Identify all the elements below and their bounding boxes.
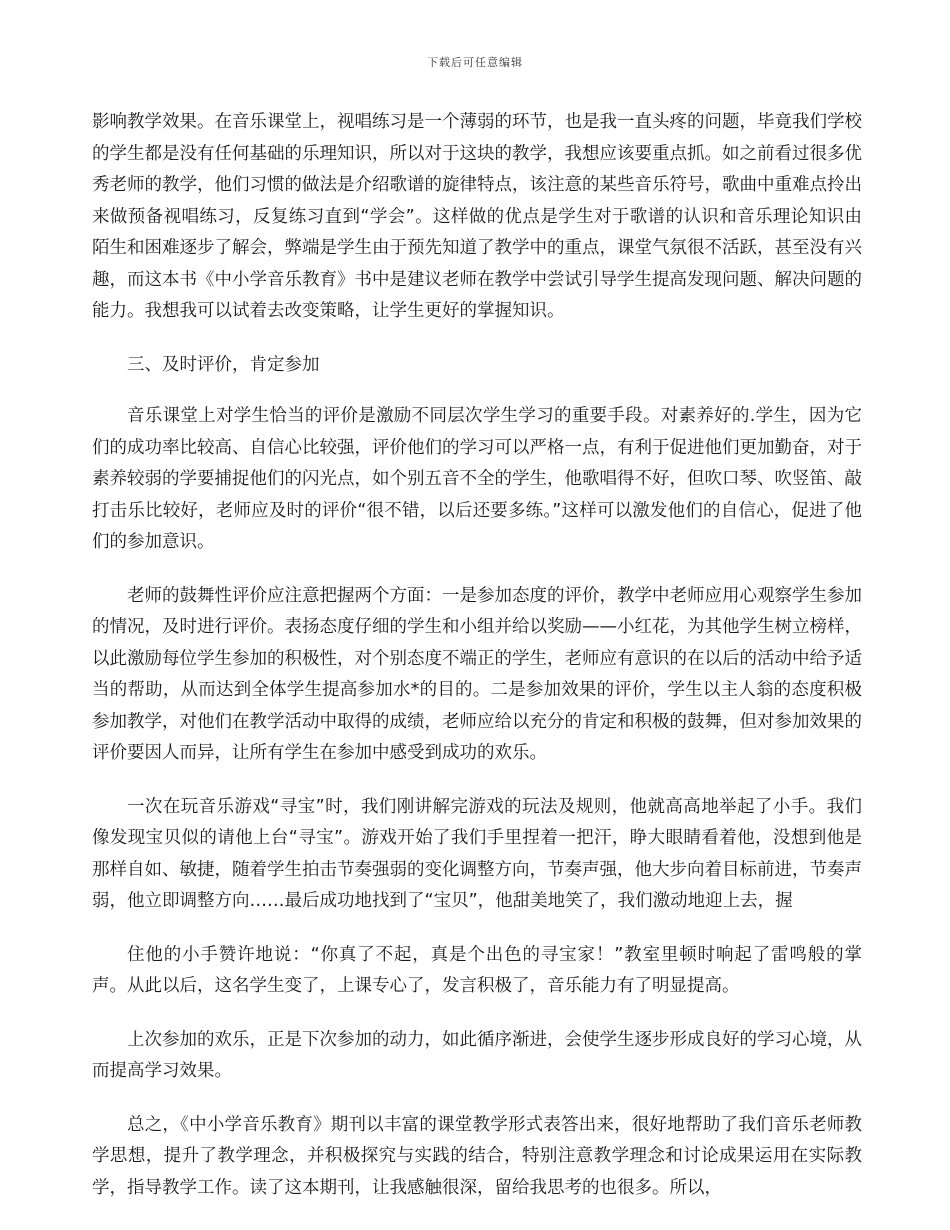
page-header: 下载后可任意编辑: [427, 56, 523, 69]
paragraph-1: 影响教学效果。在音乐课堂上，视唱练习是一个薄弱的环节，也是我一直头疼的问题，毕竟我们学校的学生都是没有任何基础的乐理知识，所以对于这块的教学，我想应该要重点抓。如之前看过很多优秀老师的教学，他们习惯的做法是介绍歌谱的旋律特点，该注意的某些音乐符号，歌曲中重难点拎出来做预备视唱练习，反复练习直到“学会”。这样做的优点是学生对于歌谱的认识和音乐理论知识由陌生和困难逐步了解会，弊端是学生由于预先知道了教学中的重点，课堂气氛很不活跃，甚至没有兴趣，而这本书《中小学音乐教育》书中是建议老师在教学中尝试引导学生提高发现问题、解决问题的能力。我想我可以试着去改变策略，让学生更好的掌握知识。: [92, 112, 862, 321]
document-body: [92, 107, 862, 1226]
section-heading-3: 三、及时评价，肯定参加: [127, 354, 320, 375]
paragraph-5: 住他的小手赞许地说：“你真了不起，真是个出色的寻宝家！”教室里顿时响起了雷鸣般的掌声。从此以后，这名学生变了，上课专心了，发言积极了，音乐能力有了明显提高。: [92, 944, 862, 996]
paragraph-6: 上次参加的欢乐，正是下次参加的动力，如此循序渐进，会使学生逐步形成良好的学习心境，从而提高学习效果。: [92, 1029, 862, 1081]
paragraph-2: 音乐课堂上对学生恰当的评价是激励不同层次学生学习的重要手段。对素养好的.学生，因为它们的成功率比较高、自信心比较强，评价他们的学习可以严格一点，有利于促进他们更加勤奋，对于素养较弱的学要捕捉他们的闪光点，如个别五音不全的学生，他歌唱得不好，但吹口琴、吹竖笛、敲打击乐比较好，老师应及时的评价“很不错，以后还要多练。”这样可以激发他们的自信心，促进了他们的参加意识。: [92, 406, 862, 552]
paragraph-7: 总之，《中小学音乐教育》期刊以丰富的课堂教学形式表答出来，很好地帮助了我们音乐老师教学思想，提升了教学理念，并积极探究与实践的结合，特别注意教学理念和讨论成果运用在实际教学，指导教学工作。读了这本期刊，让我感触很深，留给我思考的也很多。所以，: [92, 1114, 862, 1198]
paragraph-3: 老师的鼓舞性评价应注意把握两个方面：一是参加态度的评价，教学中老师应用心观察学生参加的情况，及时进行评价。表扬态度仔细的学生和小组并给以奖励——小红花，为其他学生树立榜样，以此激励每位学生参加的积极性，对个别态度不端正的学生，老师应有意识的在以后的活动中给予适当的帮助，从而达到全体学生提高参加水*的目的。二是参加效果的评价，学生以主人翁的态度积极参加教学，对他们在教学活动中取得的成绩，老师应给以充分的肯定和积极的鼓舞，但对参加效果的评价要因人而异，让所有学生在参加中感受到成功的欢乐。: [92, 585, 862, 763]
paragraph-4: 一次在玩音乐游戏“寻宝”时，我们刚讲解完游戏的玩法及规则，他就高高地举起了小手。我们像发现宝贝似的请他上台“寻宝”。游戏开始了我们手里捏着一把汗，睁大眼睛看着他，没想到他是那样自如、敏捷，随着学生拍击节奏强弱的变化调整方向，节奏声强，他大步向着目标前进，节奏声弱，他立即调整方向……最后成功地找到了“宝贝”，他甜美地笑了，我们激动地迎上去，握: [92, 796, 862, 911]
